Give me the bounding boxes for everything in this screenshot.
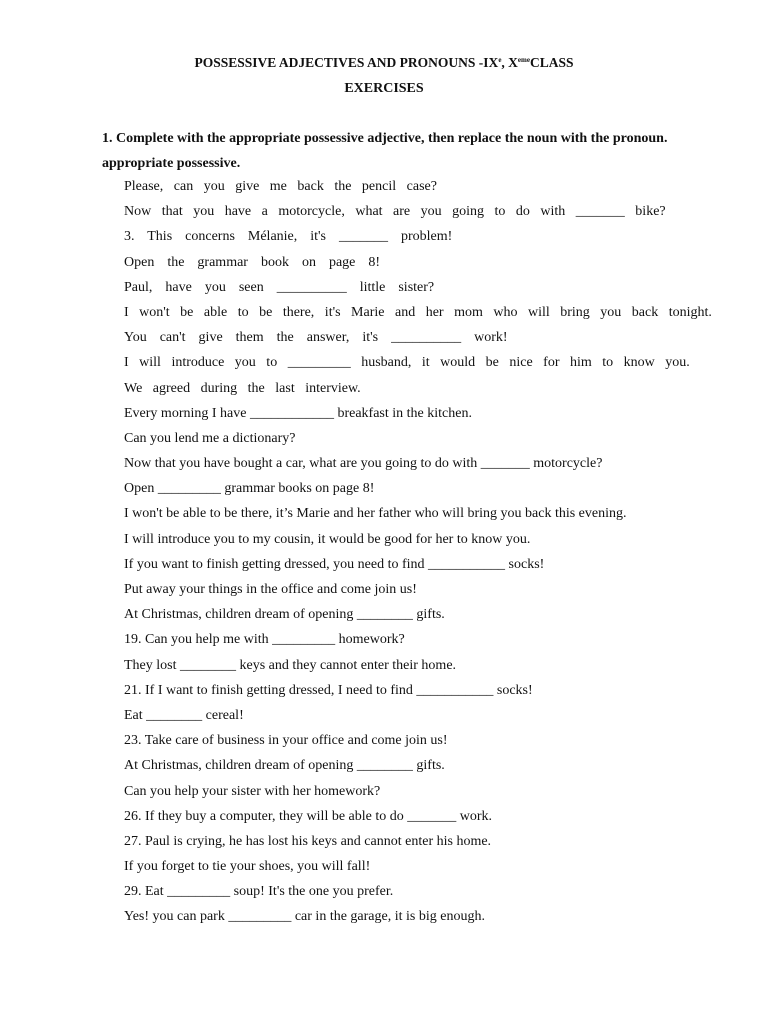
exercise-item: I will introduce you to _________ husband, it would be nice for him to know you. (124, 355, 690, 371)
exercise-item: Can you lend me a dictionary? (124, 430, 296, 446)
exercise-item: Every morning I have ____________ breakfast in the kitchen. (124, 405, 472, 421)
exercise-item: Can you help your sister with her homework? (124, 783, 381, 799)
exercise-item: 21. If I want to finish getting dressed, I need to find ___________ socks! (124, 682, 533, 698)
exercise-item: Please, can you give me back the pencil case? (124, 179, 437, 194)
exercise-item: Put away your things in the office and come join us! (124, 582, 417, 597)
exercise-item: Eat ________ cereal! (124, 707, 244, 723)
worksheet-header (0, 51, 768, 98)
worksheet-subtitle: EXERCISES (344, 81, 424, 96)
exercise-item: 19. Can you help me with _________ homework? (124, 632, 405, 648)
exercise-item: I will introduce you to my cousin, it would be good for her to know you. (124, 531, 531, 547)
exercise-list (124, 174, 764, 930)
exercise-item: Paul, have you seen __________ little sister? (124, 279, 435, 295)
worksheet-title (0, 51, 768, 72)
exercise-item: If you want to finish getting dressed, you need to find ___________ socks! (124, 556, 545, 572)
exercise-item: You can't give them the answer, it's __________ work! (124, 330, 508, 346)
exercise-item: Now that you have bought a car, what are you going to do with _______ motorcycle? (124, 456, 603, 472)
exercise-item: If you forget to tie your shoes, you will fall! (124, 859, 371, 875)
exercise-item: We agreed during the last interview. (124, 380, 361, 396)
exercise-item: I won't be able to be there, it's Marie and her mom who will bring you back tonight. (124, 304, 712, 320)
instruction-line-1: 1. Complete with the appropriate possessive adjective, then replace the noun with the pronoun. (102, 131, 668, 146)
exercise-item: 27. Paul is crying, he has lost his keys and cannot enter his home. (124, 833, 492, 849)
exercise-item: Now that you have a motorcycle, what are you going to do with _______ bike? (124, 204, 666, 220)
exercise-item: Open _________ grammar books on page 8! (124, 481, 375, 497)
title-superscript-1: e (498, 56, 502, 64)
exercise-item: They lost ________ keys and they cannot enter their home. (124, 657, 457, 673)
exercise-instruction (102, 126, 742, 176)
title-superscript-2: eme (517, 56, 530, 64)
exercise-item: At Christmas, children dream of opening ________ gifts. (124, 607, 445, 623)
title-main: POSSESSIVE ADJECTIVES AND PRONOUNS -IX (194, 55, 499, 70)
exercise-item: At Christmas, children dream of opening ________ gifts. (124, 758, 445, 774)
exercise-item: 26. If they buy a computer, they will be able to do _______ work. (124, 808, 493, 824)
title-middle: , X (501, 55, 518, 70)
exercise-item: I won't be able to be there, it’s Marie and her father who will bring you back this evening. (124, 506, 627, 522)
exercise-item: 29. Eat _________ soup! It's the one you prefer. (124, 884, 394, 900)
title-end: CLASS (529, 55, 574, 70)
exercise-item: 3. This concerns Mélanie, it's _______ problem! (124, 229, 453, 245)
exercise-item: Yes! you can park _________ car in the garage, it is big enough. (124, 909, 485, 925)
exercise-item: Open the grammar book on page 8! (124, 254, 381, 270)
instruction-line-2: appropriate possessive. (102, 156, 241, 171)
exercise-item: 23. Take care of business in your office and come join us! (124, 733, 448, 749)
